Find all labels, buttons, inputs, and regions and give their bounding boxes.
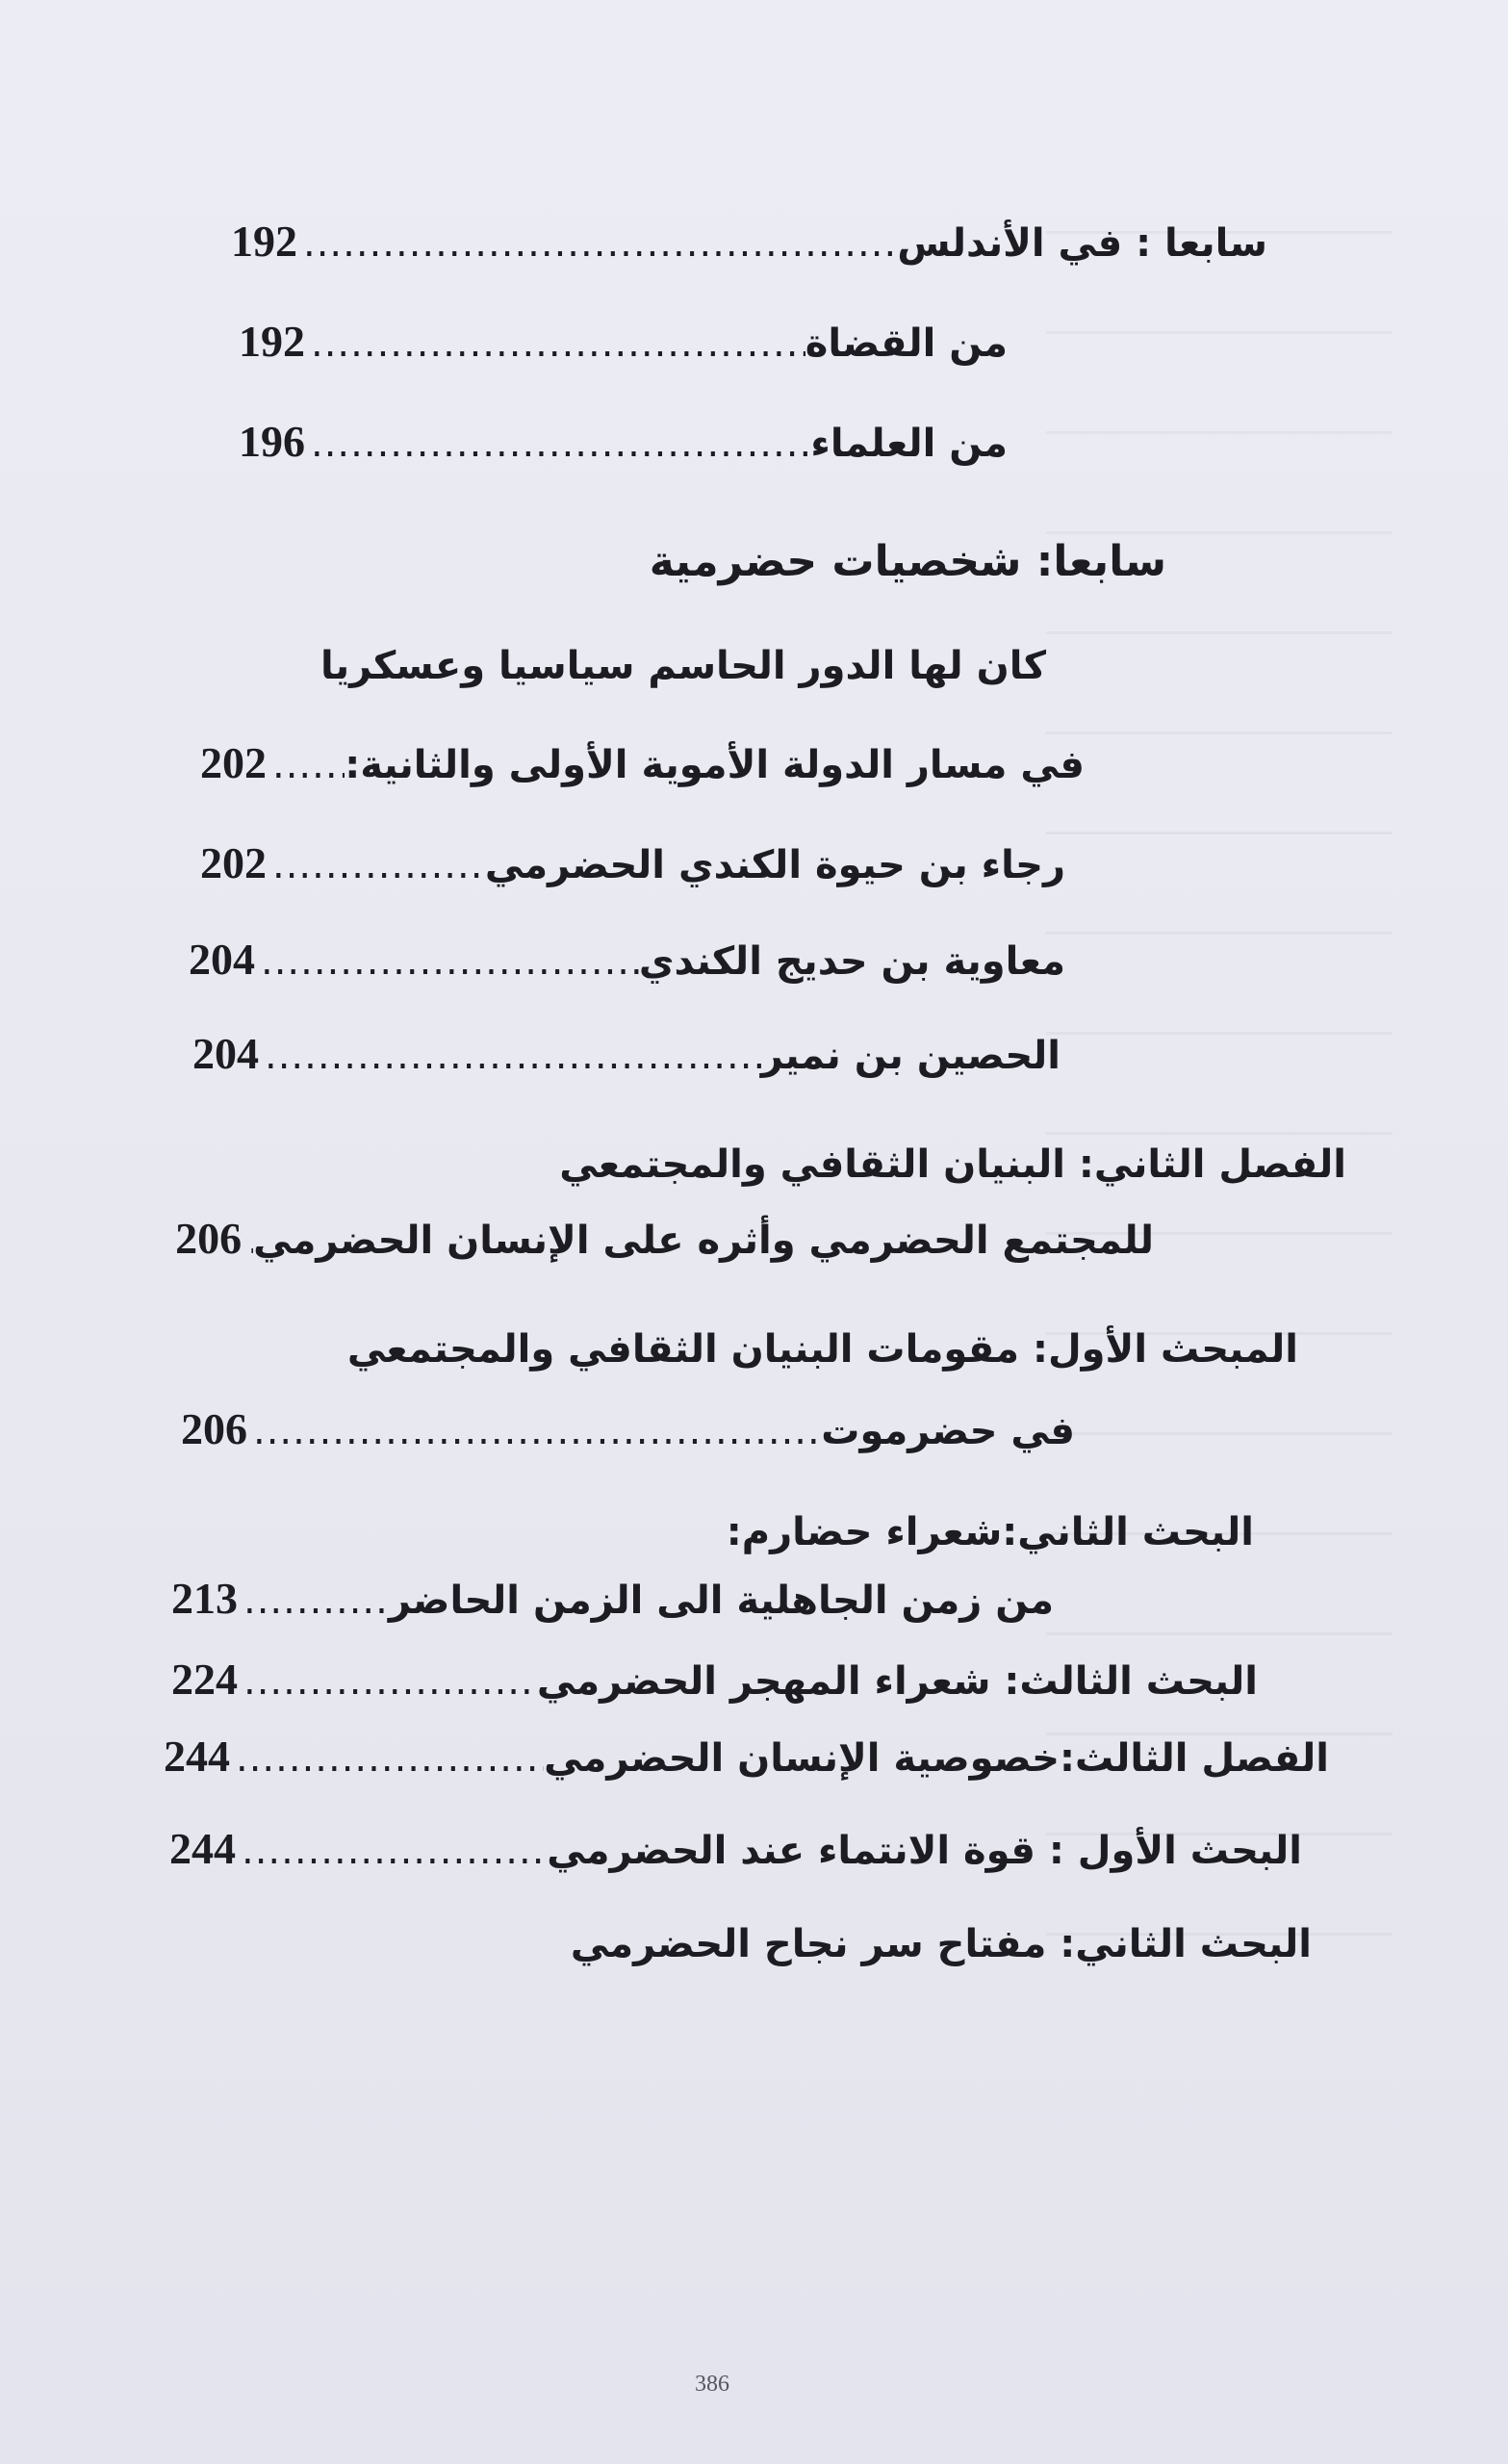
leader-dots [267,744,345,786]
toc-entry [231,218,1267,267]
leader-dots [297,222,897,265]
leader-dots [247,1410,821,1452]
toc-entry-page: 202 [200,738,267,787]
toc-entry-page: 196 [239,417,305,466]
toc-entry [171,1575,1054,1624]
toc-entry [175,1214,1154,1264]
toc-entry-page: 204 [192,1029,259,1078]
leader-dots [305,322,805,365]
toc-entry-label: كان لها الدور الحاسم سياسيا وعسكريا [320,644,1046,688]
toc-entry-label: البحث الثاني: مفتاح سر نجاح الحضرمي [570,1922,1312,1966]
leader-dots [267,844,485,886]
leader-dots [230,1737,544,1780]
toc-entry-page: 192 [239,317,305,366]
toc-entry-label: المبحث الأول: مقومات البنيان الثقافي والمجتمعي [346,1327,1298,1372]
toc-entry [181,1405,1075,1454]
leader-dots [255,940,639,983]
leader-dots [236,1830,547,1872]
leader-dots [259,1035,761,1077]
leader-dots [242,1219,253,1262]
toc-entry-label: معاوية بن حديج الكندي [638,939,1065,984]
toc-entry [164,1732,1329,1782]
toc-entry-page: 224 [171,1655,238,1704]
toc-entry-label: للمجتمع الحضرمي وأثره على الإنسان الحضرمي [253,1219,1154,1263]
toc-entry-label: الحصين بن نمير [760,1034,1061,1078]
toc-entry-label: من العلماء [810,422,1008,466]
toc-entry-label: البحث الثاني:شعراء حضارم: [726,1510,1254,1554]
page-number: 386 [695,2372,729,2397]
toc-section-heading [727,1511,1254,1553]
toc-section-heading [347,1328,1298,1371]
toc-entry [239,418,1008,467]
toc-entry-page: 244 [169,1824,236,1873]
toc-entry [200,839,1065,888]
toc-subtitle [320,645,1046,687]
toc-entry-page: 206 [181,1404,247,1453]
toc-entry-page: 213 [171,1574,238,1623]
toc-entry-label: في مسار الدولة الأموية الأولى والثانية: [345,743,1085,787]
toc-entry-page: 192 [231,217,297,266]
toc-entry [171,1656,1258,1705]
toc-entry-label: في حضرموت [821,1409,1075,1453]
toc-entry [200,739,1085,788]
leader-dots [305,423,810,465]
toc-section-heading [650,539,1166,585]
toc-entry-label: رجاء بن حيوة الكندي الحضرمي [484,843,1065,887]
toc-entry-label: من زمن الجاهلية الى الزمن الحاضر [388,1578,1054,1623]
toc-entry-label: الفصل الثالث:خصوصية الإنسان الحضرمي [544,1736,1329,1781]
toc-entry-page: 206 [175,1214,243,1263]
toc-entry-label: البحث الأول : قوة الانتماء عند الحضرمي [547,1829,1302,1873]
leader-dots [238,1660,537,1703]
toc-entry-page: 202 [200,838,267,887]
toc-entry-label: البحث الثالث: شعراء المهجر الحضرمي [536,1659,1258,1704]
toc-entry [239,318,1008,367]
toc-entry [192,1030,1061,1079]
toc-entry [189,936,1065,985]
leader-dots [238,1579,389,1622]
toc-chapter-heading [559,1143,1346,1186]
toc-entry-label: سابعا: شخصيات حضرمية [649,537,1166,586]
toc-entry-label: الفصل الثاني: البنيان الثقافي والمجتمعي [559,1142,1346,1187]
toc-section-heading [571,1923,1312,1965]
toc-entry-page: 204 [189,935,255,984]
toc-entry-label: سابعا : في الأندلس [897,221,1267,266]
toc-entry [169,1825,1302,1874]
toc-entry-page: 244 [164,1732,230,1781]
toc-entry-label: من القضاة [805,321,1008,366]
